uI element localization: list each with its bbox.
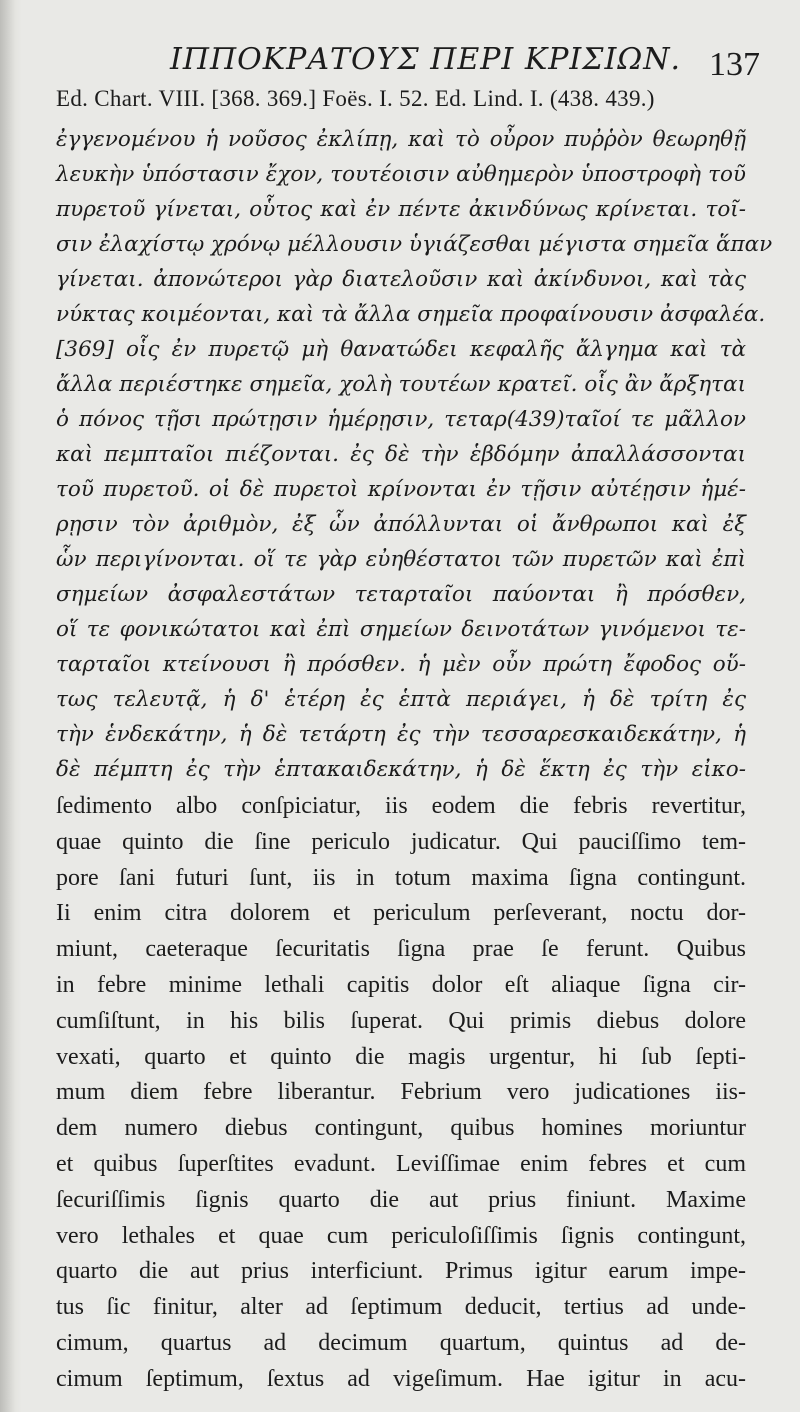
latin-line: quarto die aut prius interficiunt. Primus igitur earum impe- — [56, 1258, 746, 1285]
latin-line: cimum, quartus ad decimum quartum, quintus ad de- — [56, 1329, 746, 1356]
greek-line: γίνεται. ἀπονώτεροι γὰρ διατελοῦσιν καὶ ἀκίνδυνοι, καὶ τὰς — [56, 267, 746, 292]
edition-reference-line: Ed. Chart. VIII. [368. 369.] Foës. I. 52. Ed. Lind. I. (438. 439.) — [56, 86, 655, 111]
greek-line: ταρταῖοι κτείνουσι ἢ πρόσθεν. ἡ μὲν οὖν πρώτη ἔφοδος οὕ- — [56, 652, 746, 677]
greek-line: σημείων ἀσφαλεστάτων τεταρταῖοι παύονται ἢ πρόσθεν, — [56, 582, 746, 607]
page-number: 137 — [709, 46, 760, 83]
greek-line: ὧν περιγίνονται. οἵ τε γὰρ εὐηθέστατοι τῶν πυρετῶν καὶ ἐπὶ — [56, 547, 746, 572]
latin-line: ſecuriſſimis ſignis quarto die aut prius finiunt. Maxime — [56, 1186, 746, 1213]
greek-line: λευκὴν ὑπόστασιν ἔχον, τουτέοισιν αὐθημερὸν ὑποστροφὴ τοῦ — [56, 162, 746, 187]
greek-line: πυρετοῦ γίνεται, οὗτος καὶ ἐν πέντε ἀκινδύνως κρίνεται. τοῖ- — [56, 197, 746, 222]
greek-line: τὴν ἑνδεκάτην, ἡ δὲ τετάρτη ἐς τὴν τεσσαρεσκαιδεκάτην, ἡ — [56, 722, 746, 747]
latin-line: cumſiſtunt, in his bilis ſuperat. Qui primis diebus dolore — [56, 1007, 746, 1034]
greek-line: νύκτας κοιμέονται, καὶ τὰ ἄλλα σημεῖα προφαίνουσιν ἀσφαλέα. — [56, 302, 766, 327]
latin-line: in febre minime lethali capitis dolor eſt aliaque ſigna cir- — [56, 971, 746, 998]
greek-line: [369] οἷς ἐν πυρετῷ μὴ θανατώδει κεφαλῆς ἄλγημα καὶ τὰ — [56, 337, 746, 362]
latin-line: mum diem febre liberantur. Febrium vero judicationes iis- — [56, 1079, 746, 1106]
latin-line: miunt, caeteraque ſecuritatis ſigna prae ſe ferunt. Quibus — [56, 936, 746, 963]
greek-line: ἐγγενομένου ἡ νοῦσος ἐκλίπῃ, καὶ τὸ οὖρον πυῤῥὸν θεωρηθῇ — [56, 127, 746, 152]
greek-text-block — [56, 122, 773, 787]
latin-line: quae quinto die ſine periculo judicatur. Qui pauciſſimo tem- — [56, 828, 746, 855]
latin-line: vexati, quarto et quinto die magis urgentur, hi ſub ſepti- — [56, 1043, 746, 1070]
greek-line: ἄλλα περιέστηκε σημεῖα, χολὴ τουτέων κρατεῖ. οἷς ἂν ἄρξηται — [56, 372, 746, 397]
latin-line: dem numero diebus contingunt, quibus homines moriuntur — [56, 1115, 746, 1142]
latin-line: vero lethales et quae cum periculoſiſſimis ſignis contingunt, — [56, 1222, 746, 1249]
greek-line: τως τελευτᾷ, ἡ δ' ἑτέρη ἐς ἑπτὰ περιάγει, ἡ δὲ τρίτη ἐς — [56, 687, 746, 712]
greek-line: ὁ πόνος τῇσι πρώτῃσιν ἡμέρῃσιν, τεταρ(439)ταῖοί τε μᾶλλον — [56, 407, 746, 432]
greek-line: δὲ πέμπτη ἐς τὴν ἑπτακαιδεκάτην, ἡ δὲ ἕκτη ἐς τὴν εἰκο- — [56, 757, 746, 782]
latin-line: et quibus ſuperſtites evadunt. Leviſſimae enim febres et cum — [56, 1150, 746, 1177]
greek-line: σιν ἐλαχίστῳ χρόνῳ μέλλουσιν ὑγιάζεσθαι μέγιστα σημεῖα ἅπαν — [56, 232, 773, 257]
page-header — [40, 38, 760, 88]
greek-line: οἵ τε φονικώτατοι καὶ ἐπὶ σημείων δεινοτάτων γινόμενοι τε- — [56, 617, 746, 642]
greek-line: καὶ πεμπταῖοι πιέζονται. ἐς δὲ τὴν ἑβδόμην ἀπαλλάσσονται — [56, 442, 746, 467]
latin-line: cimum ſeptimum, ſextus ad vigeſimum. Hae igitur in acu- — [56, 1365, 746, 1392]
greek-line: ρῃσιν τὸν ἀριθμὸν, ἐξ ὧν ἀπόλλυνται οἱ ἄνθρωποι καὶ ἐξ — [56, 512, 746, 537]
latin-line: pore ſani futuri ſunt, iis in totum maxima ſigna contingunt. — [56, 864, 746, 891]
latin-text-block — [56, 789, 746, 1398]
greek-line: τοῦ πυρετοῦ. οἱ δὲ πυρετοὶ κρίνονται ἐν τῇσιν αὐτέῃσιν ἡμέ- — [56, 477, 746, 502]
running-title: ΙΠΠΟΚΡΑΤΟΥΣ ΠΕΡΙ ΚΡΙΣΙΩΝ. — [170, 42, 681, 77]
latin-line: tus ſic finitur, alter ad ſeptimum deducit, tertius ad unde- — [56, 1294, 746, 1321]
latin-line: ſedimento albo conſpiciatur, iis eodem die febris revertitur, — [56, 793, 746, 819]
latin-line: Ii enim citra dolorem et periculum perſeverant, noctu dor- — [56, 900, 746, 927]
